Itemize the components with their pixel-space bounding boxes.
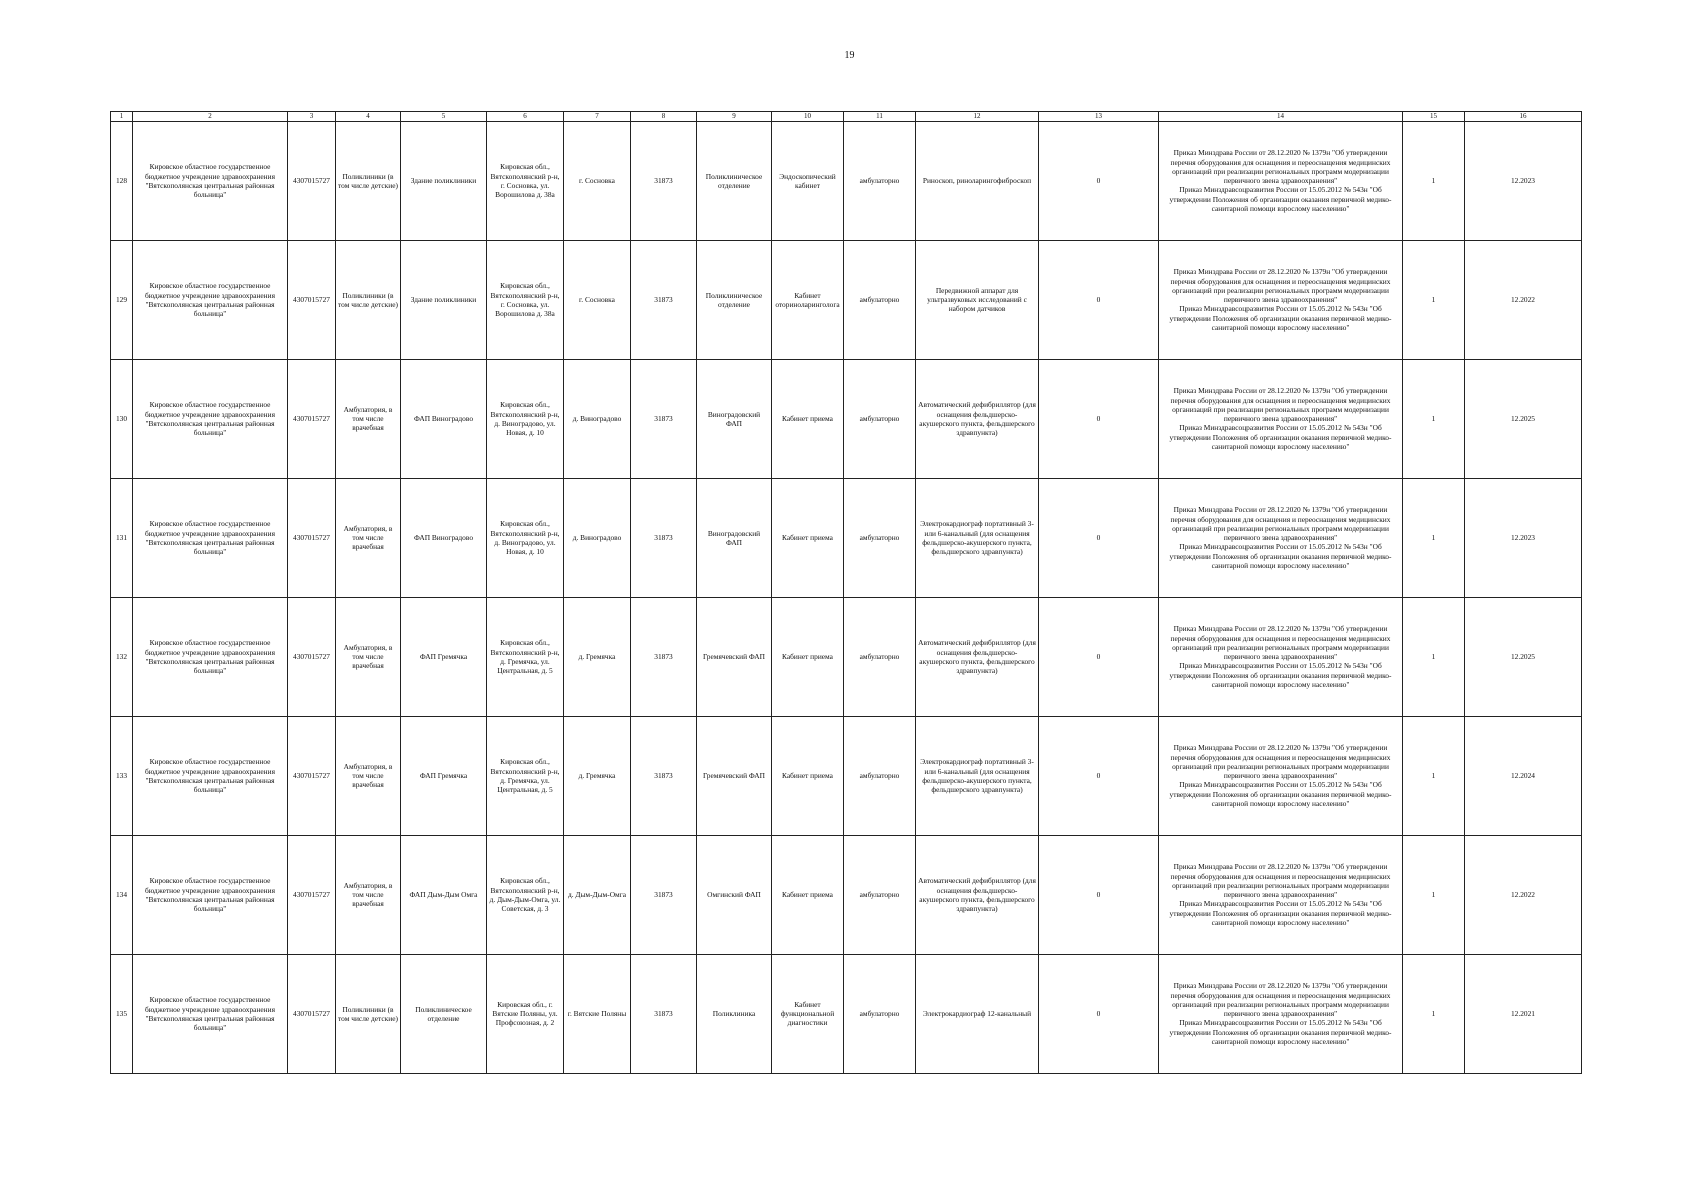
facility-type: Амбулатория, в том числе врачебная [336,835,401,954]
table-row [111,835,1582,954]
due-date: 12.2025 [1465,597,1582,716]
department: Гремячевский ФАП [697,716,772,835]
facility-type: Амбулатория, в том числе врачебная [336,478,401,597]
legal-basis-line: Приказ Минздрава России от 28.12.2020 № 1379н "Об утверждении перечня оборудования для оснащения и переоснащения медицинских организаций при реализации региональных программ модернизации первичного звена здравоохранения" [1170,505,1391,543]
address: Кировская обл., Вятскополянский р-н, г. Сосновка, ул. Ворошилова д. 38а [487,240,564,359]
legal-basis [1159,716,1403,835]
building-name: ФАП Гремячка [401,597,487,716]
table-row [111,954,1582,1073]
equipment-table [110,111,1582,1074]
legal-basis-line: Приказ Минздрава России от 28.12.2020 № 1379н "Об утверждении перечня оборудования для оснащения и переоснащения медицинских организаций при реализации региональных программ модернизации первичного звена здравоохранения" [1170,743,1391,781]
organization-name: Кировское областное государственное бюджетное учреждение здравоохранения "Вятскополянская центральная районная больница" [133,954,288,1073]
quantity: 1 [1403,835,1465,954]
legal-basis-line: Приказ Минздравсоцразвития России от 15.05.2012 № 543н "Об утверждении Положения об организации оказания первичной медико-санитарной помощи взрослому населению" [1169,661,1392,689]
legal-basis-line: Приказ Минздравсоцразвития России от 15.05.2012 № 543н "Об утверждении Положения об организации оказания первичной медико-санитарной помощи взрослому населению" [1169,780,1392,808]
table-row [111,240,1582,359]
column-13-value: 0 [1039,359,1159,478]
equipment-name: Передвижной аппарат для ультразвуковых исследований с набором датчиков [916,240,1039,359]
column-13-value: 0 [1039,478,1159,597]
table-row [111,716,1582,835]
legal-basis-line: Приказ Минздравсоцразвития России от 15.05.2012 № 543н "Об утверждении Положения об организации оказания первичной медико-санитарной помощи взрослому населению" [1169,423,1392,451]
table-row [111,597,1582,716]
locality: г. Вятские Поляны [564,954,631,1073]
oktmo: 31873 [631,835,697,954]
header-col-4: 4 [336,112,401,122]
column-13-value: 0 [1039,716,1159,835]
room: Кабинет приема [772,478,844,597]
oktmo: 31873 [631,240,697,359]
legal-basis [1159,835,1403,954]
care-type: амбулаторно [844,716,916,835]
column-13-value: 0 [1039,954,1159,1073]
due-date: 12.2023 [1465,478,1582,597]
inn: 4307015727 [288,597,336,716]
legal-basis-line: Приказ Минздравсоцразвития России от 15.05.2012 № 543н "Об утверждении Положения об организации оказания первичной медико-санитарной помощи взрослому населению" [1169,542,1392,570]
page-number: 19 [844,50,855,61]
building-name: ФАП Виноградово [401,359,487,478]
equipment-name: Автоматический дефибриллятор (для оснащения фельдшерско-акушерского пункта, фельдшерского здравпункта) [916,359,1039,478]
address: Кировская обл., Вятскополянский р-н, д. Виноградово, ул. Новая, д. 10 [487,478,564,597]
locality: д. Виноградово [564,359,631,478]
room: Кабинет приема [772,359,844,478]
header-col-6: 6 [487,112,564,122]
legal-basis-line: Приказ Минздрава России от 28.12.2020 № 1379н "Об утверждении перечня оборудования для оснащения и переоснащения медицинских организаций при реализации региональных программ модернизации первичного звена здравоохранения" [1170,267,1391,305]
department: Поликлиника [697,954,772,1073]
organization-name: Кировское областное государственное бюджетное учреждение здравоохранения "Вятскополянская центральная районная больница" [133,835,288,954]
building-name: Здание поликлиники [401,121,487,240]
due-date: 12.2021 [1465,954,1582,1073]
row-number: 130 [111,359,133,478]
oktmo: 31873 [631,597,697,716]
equipment-name: Автоматический дефибриллятор (для оснащения фельдшерско-акушерского пункта, фельдшерского здравпункта) [916,597,1039,716]
room: Эндоскопический кабинет [772,121,844,240]
column-13-value: 0 [1039,835,1159,954]
header-col-15: 15 [1403,112,1465,122]
inn: 4307015727 [288,835,336,954]
due-date: 12.2022 [1465,835,1582,954]
row-number: 133 [111,716,133,835]
quantity: 1 [1403,716,1465,835]
locality: г. Сосновка [564,121,631,240]
legal-basis [1159,597,1403,716]
quantity: 1 [1403,121,1465,240]
quantity: 1 [1403,240,1465,359]
header-row [111,112,1582,122]
inn: 4307015727 [288,716,336,835]
table-row [111,478,1582,597]
legal-basis-line: Приказ Минздравсоцразвития России от 15.05.2012 № 543н "Об утверждении Положения об организации оказания первичной медико-санитарной помощи взрослому населению" [1169,304,1392,332]
row-number: 135 [111,954,133,1073]
facility-type: Поликлиники (в том числе детские) [336,954,401,1073]
building-name: Поликлиническое отделение [401,954,487,1073]
header-col-12: 12 [916,112,1039,122]
locality: д. Гремячка [564,597,631,716]
header-col-11: 11 [844,112,916,122]
organization-name: Кировское областное государственное бюджетное учреждение здравоохранения "Вятскополянская центральная районная больница" [133,716,288,835]
oktmo: 31873 [631,716,697,835]
legal-basis-line: Приказ Минздравсоцразвития России от 15.05.2012 № 543н "Об утверждении Положения об организации оказания первичной медико-санитарной помощи взрослому населению" [1169,185,1392,213]
facility-type: Поликлиники (в том числе детские) [336,121,401,240]
row-number: 128 [111,121,133,240]
room: Кабинет приема [772,597,844,716]
due-date: 12.2023 [1465,121,1582,240]
column-13-value: 0 [1039,597,1159,716]
legal-basis [1159,121,1403,240]
facility-type: Амбулатория, в том числе врачебная [336,597,401,716]
organization-name: Кировское областное государственное бюджетное учреждение здравоохранения "Вятскополянская центральная районная больница" [133,359,288,478]
header-col-16: 16 [1465,112,1582,122]
header-col-1: 1 [111,112,133,122]
department: Виноградовский ФАП [697,478,772,597]
header-col-5: 5 [401,112,487,122]
address: Кировская обл., Вятскополянский р-н, г. Сосновка, ул. Ворошилова д. 38а [487,121,564,240]
row-number: 132 [111,597,133,716]
quantity: 1 [1403,478,1465,597]
header-col-8: 8 [631,112,697,122]
column-13-value: 0 [1039,121,1159,240]
header-col-2: 2 [133,112,288,122]
department: Омгинский ФАП [697,835,772,954]
locality: г. Сосновка [564,240,631,359]
room: Кабинет оториноларинголога [772,240,844,359]
building-name: Здание поликлиники [401,240,487,359]
care-type: амбулаторно [844,597,916,716]
inn: 4307015727 [288,240,336,359]
header-col-14: 14 [1159,112,1403,122]
equipment-name: Автоматический дефибриллятор (для оснащения фельдшерско-акушерского пункта, фельдшерского здравпункта) [916,835,1039,954]
due-date: 12.2025 [1465,359,1582,478]
building-name: ФАП Дым-Дым Омга [401,835,487,954]
legal-basis-line: Приказ Минздравсоцразвития России от 15.05.2012 № 543н "Об утверждении Положения об организации оказания первичной медико-санитарной помощи взрослому населению" [1169,1018,1392,1046]
facility-type: Поликлиники (в том числе детские) [336,240,401,359]
care-type: амбулаторно [844,240,916,359]
table-row [111,359,1582,478]
equipment-name: Риноскоп, риноларингофиброскоп [916,121,1039,240]
equipment-name: Электрокардиограф 12-канальный [916,954,1039,1073]
legal-basis [1159,240,1403,359]
department: Виноградовский ФАП [697,359,772,478]
inn: 4307015727 [288,478,336,597]
room: Кабинет функциональной диагностики [772,954,844,1073]
address: Кировская обл., Вятскополянский р-н, д. Виноградово, ул. Новая, д. 10 [487,359,564,478]
legal-basis-line: Приказ Минздрава России от 28.12.2020 № 1379н "Об утверждении перечня оборудования для оснащения и переоснащения медицинских организаций при реализации региональных программ модернизации первичного звена здравоохранения" [1170,624,1391,662]
organization-name: Кировское областное государственное бюджетное учреждение здравоохранения "Вятскополянская центральная районная больница" [133,597,288,716]
row-number: 131 [111,478,133,597]
header-col-9: 9 [697,112,772,122]
header-col-10: 10 [772,112,844,122]
care-type: амбулаторно [844,478,916,597]
address: Кировская обл., Вятскополянский р-н, д. Гремячка, ул. Центральная, д. 5 [487,597,564,716]
building-name: ФАП Гремячка [401,716,487,835]
organization-name: Кировское областное государственное бюджетное учреждение здравоохранения "Вятскополянская центральная районная больница" [133,478,288,597]
address: Кировская обл., Вятскополянский р-н, д. Гремячка, ул. Центральная, д. 5 [487,716,564,835]
inn: 4307015727 [288,121,336,240]
quantity: 1 [1403,954,1465,1073]
legal-basis-line: Приказ Минздрава России от 28.12.2020 № 1379н "Об утверждении перечня оборудования для оснащения и переоснащения медицинских организаций при реализации региональных программ модернизации первичного звена здравоохранения" [1170,386,1391,424]
facility-type: Амбулатория, в том числе врачебная [336,359,401,478]
address: Кировская обл., г. Вятские Поляны, ул. Профсоюзная, д. 2 [487,954,564,1073]
legal-basis [1159,478,1403,597]
table-row [111,121,1582,240]
row-number: 134 [111,835,133,954]
legal-basis-line: Приказ Минздрава России от 28.12.2020 № 1379н "Об утверждении перечня оборудования для оснащения и переоснащения медицинских организаций при реализации региональных программ модернизации первичного звена здравоохранения" [1170,148,1391,186]
locality: д. Виноградово [564,478,631,597]
care-type: амбулаторно [844,954,916,1073]
department: Гремячевский ФАП [697,597,772,716]
room: Кабинет приема [772,716,844,835]
facility-type: Амбулатория, в том числе врачебная [336,716,401,835]
header-col-3: 3 [288,112,336,122]
oktmo: 31873 [631,121,697,240]
column-13-value: 0 [1039,240,1159,359]
department: Поликлиническое отделение [697,240,772,359]
row-number: 129 [111,240,133,359]
address: Кировская обл., Вятскополянский р-н, д. Дым-Дым-Омга, ул. Советская, д. 3 [487,835,564,954]
oktmo: 31873 [631,359,697,478]
quantity: 1 [1403,359,1465,478]
care-type: амбулаторно [844,359,916,478]
legal-basis [1159,954,1403,1073]
building-name: ФАП Виноградово [401,478,487,597]
department: Поликлиническое отделение [697,121,772,240]
room: Кабинет приема [772,835,844,954]
due-date: 12.2024 [1465,716,1582,835]
equipment-name: Электрокардиограф портативный 3- или 6-канальный (для оснащения фельдшерско-акушерского пункта, фельдшерского здравпункта) [916,478,1039,597]
quantity: 1 [1403,597,1465,716]
legal-basis [1159,359,1403,478]
oktmo: 31873 [631,954,697,1073]
oktmo: 31873 [631,478,697,597]
organization-name: Кировское областное государственное бюджетное учреждение здравоохранения "Вятскополянская центральная районная больница" [133,240,288,359]
inn: 4307015727 [288,954,336,1073]
legal-basis-line: Приказ Минздрава России от 28.12.2020 № 1379н "Об утверждении перечня оборудования для оснащения и переоснащения медицинских организаций при реализации региональных программ модернизации первичного звена здравоохранения" [1170,981,1391,1019]
legal-basis-line: Приказ Минздрава России от 28.12.2020 № 1379н "Об утверждении перечня оборудования для оснащения и переоснащения медицинских организаций при реализации региональных программ модернизации первичного звена здравоохранения" [1170,862,1391,900]
locality: д. Гремячка [564,716,631,835]
locality: д. Дым-Дым-Омга [564,835,631,954]
organization-name: Кировское областное государственное бюджетное учреждение здравоохранения "Вятскополянская центральная районная больница" [133,121,288,240]
care-type: амбулаторно [844,835,916,954]
due-date: 12.2022 [1465,240,1582,359]
header-col-13: 13 [1039,112,1159,122]
care-type: амбулаторно [844,121,916,240]
equipment-name: Электрокардиограф портативный 3- или 6-канальный (для оснащения фельдшерско-акушерского пункта, фельдшерского здравпункта) [916,716,1039,835]
legal-basis-line: Приказ Минздравсоцразвития России от 15.05.2012 № 543н "Об утверждении Положения об организации оказания первичной медико-санитарной помощи взрослому населению" [1169,899,1392,927]
inn: 4307015727 [288,359,336,478]
header-col-7: 7 [564,112,631,122]
